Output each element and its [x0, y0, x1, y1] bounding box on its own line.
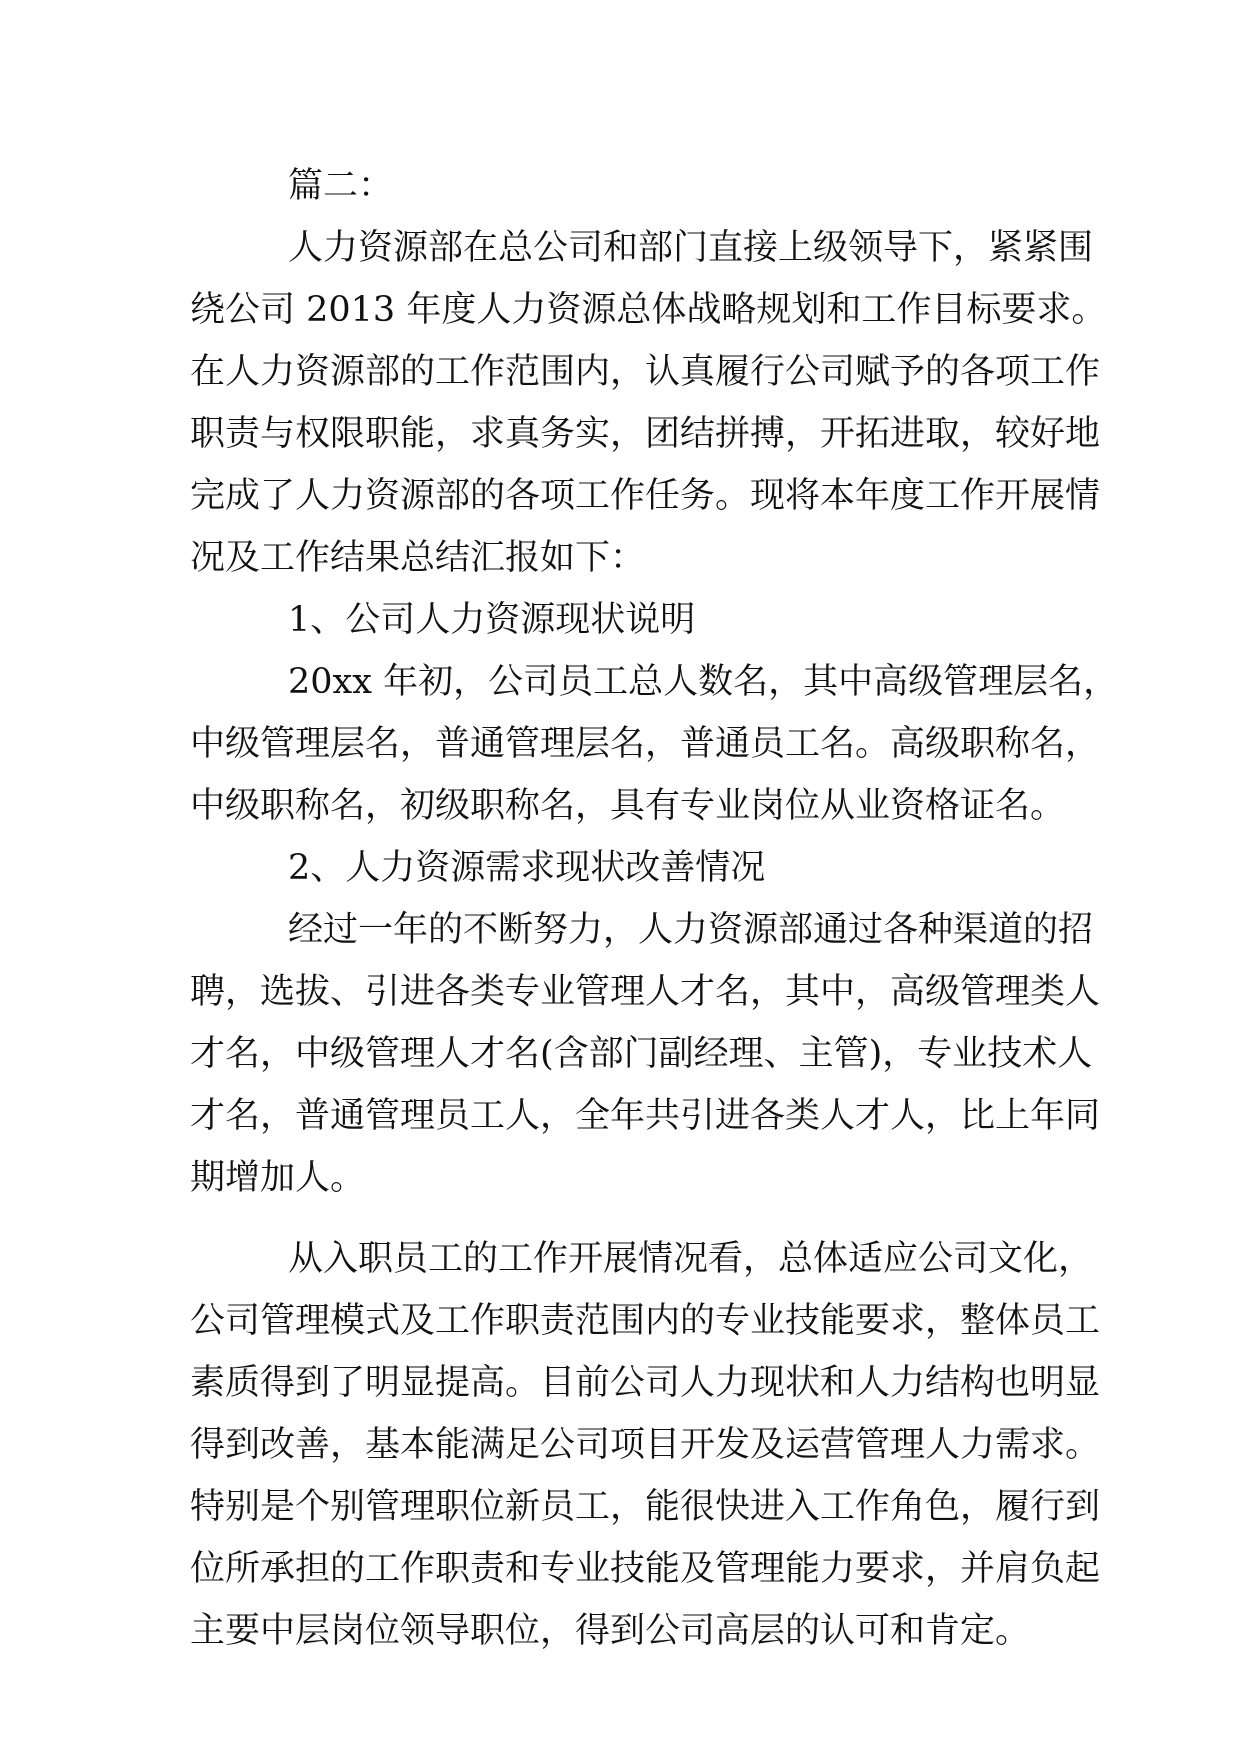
paragraph [190, 651, 1119, 837]
text-line: 人力资源部在总公司和部门直接上级领导下，紧紧围 [288, 228, 1094, 268]
text-line: 中级管理层名，普通管理层名，普通员工名。高级职称名， [190, 724, 1101, 764]
document-body [190, 155, 1119, 1662]
text-line: 1、公司人力资源现状说明 [288, 600, 696, 640]
text-line: 聘，选拔、引进各类专业管理人才名，其中，高级管理类人 [190, 972, 1101, 1012]
text-line: 中级职称名，初级职称名，具有专业岗位从业资格证名。 [190, 786, 1066, 826]
text-line: 经过一年的不断努力，人力资源部通过各种渠道的招 [288, 910, 1094, 950]
paragraph [190, 589, 1050, 651]
text-line: 况及工作结果总结汇报如下： [190, 538, 646, 578]
paragraph [190, 899, 1101, 1209]
text-line: 期增加人。 [190, 1158, 366, 1198]
text-line: 素质得到了明显提高。目前公司人力现状和人力结构也明显 [190, 1363, 1101, 1403]
text-line: 得到改善，基本能满足公司项目开发及运营管理人力需求。 [190, 1425, 1101, 1465]
text-line: 位所承担的工作职责和专业技能及管理能力要求，并肩负起 [190, 1549, 1101, 1589]
paragraph [190, 155, 1050, 217]
paragraph-gap [190, 1209, 1050, 1228]
text-line: 主要中层岗位领导职位，得到公司高层的认可和肯定。 [190, 1611, 1031, 1651]
text-line: 职责与权限职能，求真务实，团结拼搏，开拓进取，较好地 [190, 414, 1101, 454]
text-line: 从入职员工的工作开展情况看，总体适应公司文化， [288, 1239, 1094, 1279]
text-line: 绕公司 2013 年度人力资源总体战略规划和工作目标要求。 [190, 290, 1107, 330]
text-line: 完成了人力资源部的各项工作任务。现将本年度工作开展情 [190, 476, 1101, 516]
text-line: 才名，中级管理人才名(含部门副经理、主管)，专业技术人 [190, 1034, 1093, 1074]
paragraph [190, 1228, 1101, 1662]
text-line: 2、人力资源需求现状改善情况 [288, 848, 766, 888]
paragraph [190, 217, 1107, 589]
text-line: 公司管理模式及工作职责范围内的专业技能要求，整体员工 [190, 1301, 1101, 1341]
text-line: 才名，普通管理员工人，全年共引进各类人才人，比上年同 [190, 1096, 1101, 1136]
text-line: 20xx 年初，公司员工总人数名，其中高级管理层名， [288, 662, 1119, 702]
text-line: 在人力资源部的工作范围内，认真履行公司赋予的各项工作 [190, 352, 1101, 392]
text-line: 篇二： [288, 166, 394, 206]
paragraph [190, 837, 1050, 899]
text-line: 特别是个别管理职位新员工，能很快进入工作角色，履行到 [190, 1487, 1101, 1527]
